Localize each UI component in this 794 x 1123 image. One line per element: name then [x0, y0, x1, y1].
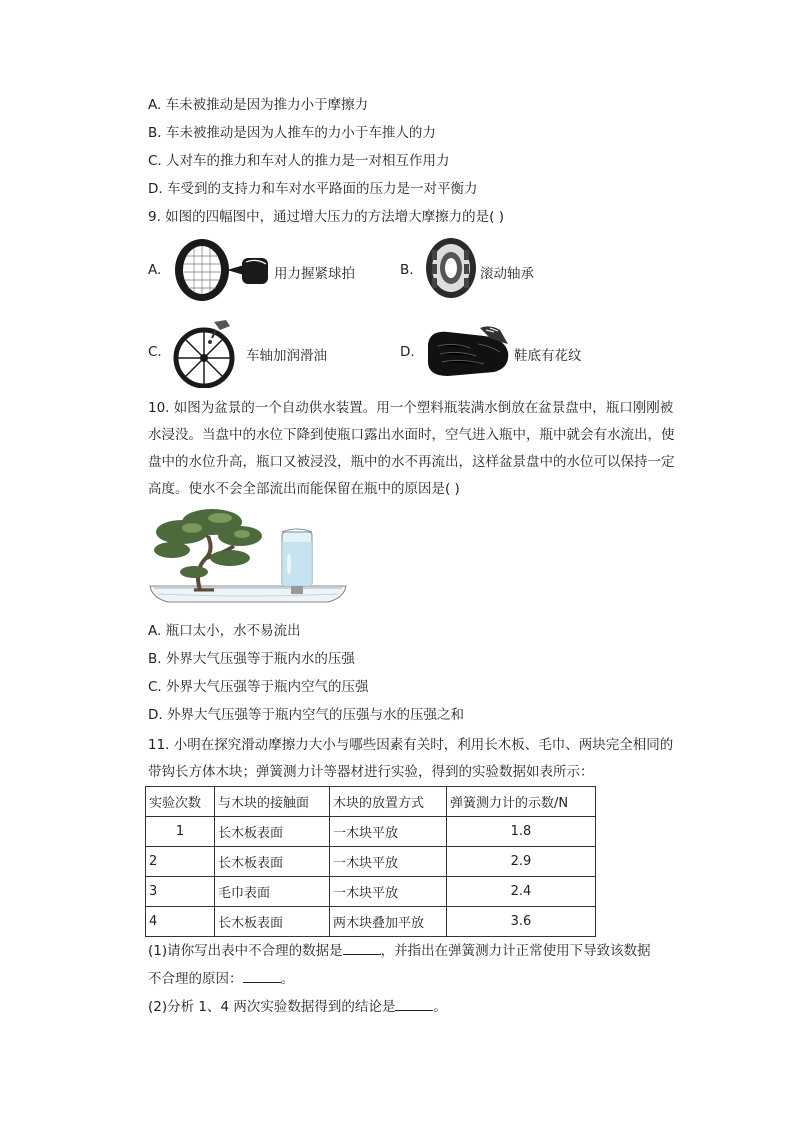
table-cell: 2.9 [447, 847, 596, 877]
table-cell: 3.6 [447, 907, 596, 937]
racket-icon [172, 236, 272, 308]
q11-stem: 11. 小明在探究滑动摩擦力大小与哪些因素有关时，利用长木板、毛巾、两块完全相同的带钩长方体木块；弹簧测力计等器材进行实验，得到的实验数据如表所示： [148, 737, 674, 780]
answer-blank[interactable] [395, 998, 433, 1011]
q11-sub1-text-a: (1)请你写出表中不合理的数据是 [148, 943, 343, 959]
q11-sub2-text-a: (2)分析 1、4 两次实验数据得到的结论是 [148, 999, 396, 1015]
q9-option-d-caption: 鞋底有花纹 [514, 348, 582, 364]
q8-option-d: D. 车受到的支持力和车对水平路面的压力是一对平衡力 [148, 181, 478, 197]
bonsai-bottle-figure [148, 506, 348, 610]
q11-sub1-text-c: 不合理的原因： [148, 971, 243, 987]
table-row [146, 817, 596, 847]
table-cell: 长木板表面 [215, 907, 330, 937]
table-header-cell: 实验次数 [146, 787, 215, 817]
q10-option-d: D. 外界大气压强等于瓶内空气的压强与水的压强之和 [148, 707, 464, 723]
q10-option-b: B. 外界大气压强等于瓶内水的压强 [148, 651, 355, 667]
q9-option-b-caption: 滚动轴承 [480, 266, 534, 282]
table-row [146, 907, 596, 937]
q8-option-c: C. 人对车的推力和车对人的推力是一对相互作用力 [148, 153, 450, 169]
table-cell: 一木块平放 [330, 877, 447, 907]
table-cell: 两木块叠加平放 [330, 907, 447, 937]
table-cell: 一木块平放 [330, 817, 447, 847]
table-row [146, 847, 596, 877]
bearing-icon [424, 236, 478, 300]
table-cell: 1.8 [447, 817, 596, 847]
q10-option-c: C. 外界大气压强等于瓶内空气的压强 [148, 679, 369, 695]
q9-option-c-letter: C. [148, 344, 162, 360]
table-cell: 长木板表面 [215, 847, 330, 877]
table-cell: 2 [146, 847, 215, 877]
q11-data-table [145, 786, 596, 937]
wheel-oil-icon [170, 318, 244, 388]
q11-sub1-line1 [148, 942, 651, 960]
q9-option-d-letter: D. [400, 344, 415, 360]
table-cell: 长木板表面 [215, 817, 330, 847]
q10-option-a: A. 瓶口太小，水不易流出 [148, 623, 301, 639]
table-header-row [146, 787, 596, 817]
q8-option-b: B. 车未被推动是因为人推车的力小于车推人的力 [148, 125, 436, 141]
table-cell: 3 [146, 877, 215, 907]
table-cell: 2.4 [447, 877, 596, 907]
q9-option-a-caption: 用力握紧球拍 [274, 266, 355, 282]
q11-sub2-line [148, 998, 447, 1016]
q11-sub1-text-d: 。 [280, 971, 294, 987]
q11-sub1-line2 [148, 970, 294, 988]
q11-sub2-text-b: 。 [433, 999, 447, 1015]
answer-blank[interactable] [343, 942, 381, 955]
table-cell: 4 [146, 907, 215, 937]
answer-blank[interactable] [243, 970, 281, 983]
q9-option-b-letter: B. [400, 262, 414, 278]
q9-option-c-caption: 车轴加润滑油 [246, 348, 327, 364]
table-cell: 毛巾表面 [215, 877, 330, 907]
q8-option-a: A. 车未被推动是因为推力小于摩擦力 [148, 97, 369, 113]
table-header-cell: 木块的放置方式 [330, 787, 447, 817]
table-cell: 一木块平放 [330, 847, 447, 877]
q11-sub1-text-b: ，并指出在弹簧测力计正常使用下导致该数据 [380, 943, 651, 959]
table-cell: 1 [146, 817, 215, 847]
table-row [146, 877, 596, 907]
shoe-sole-icon [424, 322, 512, 380]
table-header-cell: 与木块的接触面 [215, 787, 330, 817]
q10-stem: 10. 如图为盆景的一个自动供水装置。用一个塑料瓶装满水倒放在盆景盘中，瓶口刚刚被水浸没。当盘中的水位下降到使瓶口露出水面时，空气进入瓶中，瓶中就会有水流出，使盘中的水位升高，瓶口又被浸没，瓶中的水不再流出，这样盆景盘中的水位可以保持一定高度。使水不会全部流出而能保留在瓶中的原因是( ) [148, 400, 675, 497]
q9-option-a-letter: A. [148, 262, 162, 278]
q9-stem: 9. 如图的四幅图中，通过增大压力的方法增大摩擦力的是( ) [148, 209, 504, 225]
table-header-cell: 弹簧测力计的示数/N [447, 787, 596, 817]
